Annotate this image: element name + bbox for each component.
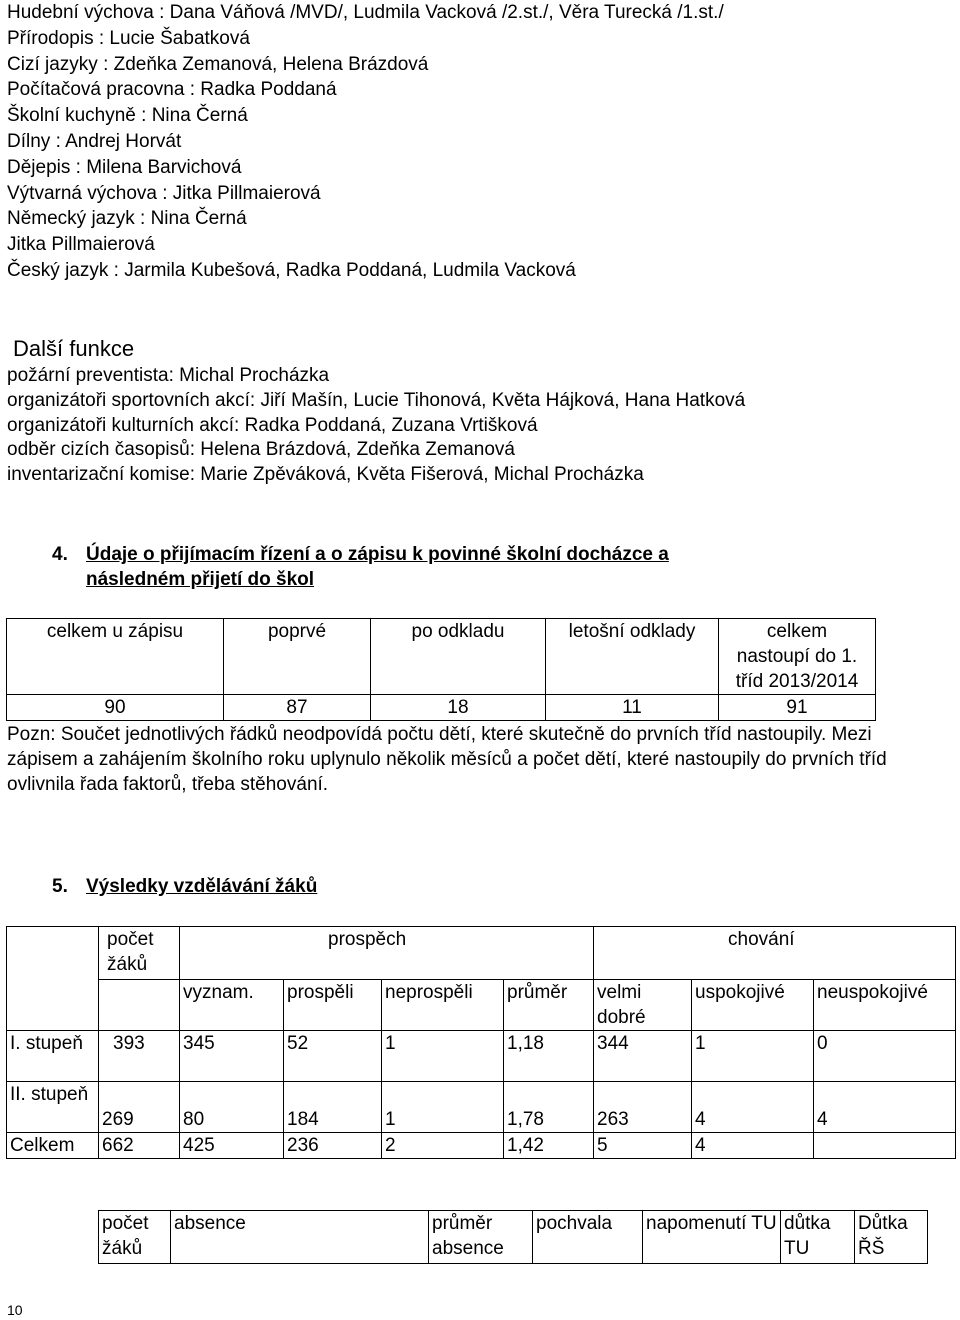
enrollment-table [6, 618, 876, 721]
value-cell: 11 [546, 695, 719, 721]
value-cell: 269 [99, 1082, 180, 1133]
header-cell: počet žáků [99, 1211, 171, 1264]
header-cell: chování [594, 927, 956, 980]
section-5-title [86, 874, 317, 899]
staff-line: Cizí jazyky : Zdeňka Zemanová, Helena Brázdová [7, 53, 429, 75]
section-4-number: 4. [52, 544, 68, 565]
staff-line: Jitka Pillmaierová [7, 234, 155, 256]
header-cell [99, 980, 180, 1031]
function-line: inventarizační komise: Marie Zpěváková, Květa Fišerová, Michal Procházka [7, 464, 644, 486]
row-label: II. stupeň [7, 1082, 99, 1133]
section-4-title-line: následném přijetí do škol [86, 569, 315, 590]
header-cell: prospěch [180, 927, 594, 980]
value-cell: 1 [382, 1031, 504, 1082]
value-cell: 2 [382, 1133, 504, 1159]
header-cell: počet žáků [99, 927, 180, 980]
header-cell: průměr [504, 980, 594, 1031]
function-line: organizátoři sportovních akcí: Jiří Mašín, Lucie Tihonová, Květa Hájková, Hana Hatková [7, 389, 746, 411]
function-line: požární preventista: Michal Procházka [7, 365, 330, 386]
value-cell: 4 [692, 1133, 814, 1159]
header-cell: prospěli [284, 980, 382, 1031]
header-cell: uspokojivé [692, 980, 814, 1031]
value-cell: 1,18 [504, 1031, 594, 1082]
page-number: 10 [7, 1302, 23, 1318]
header-cell: vyznam. [180, 980, 284, 1031]
header-cell: neprospěli [382, 980, 504, 1031]
header-cell: Důtka ŘŠ [855, 1211, 928, 1264]
header-cell: pochvala [533, 1211, 643, 1264]
section-4-title [86, 542, 669, 592]
header-cell: absence [171, 1211, 429, 1264]
function-line: odběr cizích časopisů: Helena Brázdová, Zdeňka Zemanová [7, 439, 515, 461]
value-cell: 263 [594, 1082, 692, 1133]
behaviour-table [98, 1210, 928, 1264]
section-4-title-line: Údaje o přijímacím řízení a o zápisu k povinné školní docházce a [86, 544, 669, 565]
value-cell: 1,78 [504, 1082, 594, 1133]
function-line: organizátoři kulturních akcí: Radka Poddaná, Zuzana Vrtišková [7, 414, 538, 436]
value-cell: 90 [7, 695, 224, 721]
header-cell: celkem u zápisu [7, 619, 224, 695]
table-subheader-row [7, 980, 956, 1031]
staff-line: Školní kuchyně : Nina Černá [7, 105, 248, 127]
staff-list [7, 0, 957, 284]
header-cell: neuspokojivé [814, 980, 956, 1031]
table-header-row [7, 927, 956, 980]
staff-line: Přírodopis : Lucie Šabatková [7, 27, 250, 49]
value-cell: 345 [180, 1031, 284, 1082]
value-cell: 4 [814, 1082, 956, 1133]
staff-line: Výtvarná výchova : Jitka Pillmaierová [7, 182, 321, 204]
header-cell: napomenutí TU [643, 1211, 781, 1264]
table-row [7, 1133, 956, 1159]
value-cell: 393 [99, 1031, 180, 1082]
header-cell: velmi dobré [594, 980, 692, 1031]
row-label: Celkem [7, 1133, 99, 1159]
value-cell: 184 [284, 1082, 382, 1133]
value-cell: 1 [692, 1031, 814, 1082]
value-cell: 18 [371, 695, 546, 721]
header-cell: letošní odklady [546, 619, 719, 695]
value-cell: 91 [719, 695, 876, 721]
header-cell: poprvé [224, 619, 371, 695]
other-functions-heading: Další funkce [13, 336, 135, 361]
value-cell: 236 [284, 1133, 382, 1159]
enrollment-note: Pozn: Součet jednotlivých řádků neodpovídá počtu dětí, které skutečně do prvních tříd nastoupily. Mezi zápisem a zahájením školního roku uplynulo několik měsíců a počet dětí, které nastoupily do prvních tříd ovlivnila řada faktorů, třeba stěhování. [7, 724, 887, 796]
staff-line: Hudební výchova : Dana Váňová /MVD/, Ludmila Vacková /2.st./, Věra Turecká /1.st./ [7, 2, 724, 23]
header-cell: průměr absence [429, 1211, 533, 1264]
header-cell: důtka TU [781, 1211, 855, 1264]
header-cell [7, 927, 99, 1031]
staff-line: Německý jazyk : Nina Černá [7, 208, 247, 230]
staff-line: Počítačová pracovna : Radka Poddaná [7, 79, 337, 101]
staff-line: Český jazyk : Jarmila Kubešová, Radka Poddaná, Ludmila Vacková [7, 259, 576, 281]
section-5-title-text: Výsledky vzdělávání žáků [86, 876, 318, 897]
value-cell: 80 [180, 1082, 284, 1133]
value-cell [814, 1133, 956, 1159]
staff-line: Dějepis : Milena Barvichová [7, 156, 242, 178]
staff-line: Dílny : Andrej Horvát [7, 130, 182, 152]
other-functions-list [7, 364, 745, 488]
header-cell: celkem nastoupí do 1. tříd 2013/2014 [719, 619, 876, 695]
value-cell: 0 [814, 1031, 956, 1082]
row-label: I. stupeň [7, 1031, 99, 1082]
table-row [7, 1031, 956, 1082]
value-cell: 662 [99, 1133, 180, 1159]
value-cell: 52 [284, 1031, 382, 1082]
table-header-row [99, 1211, 928, 1264]
results-table [6, 926, 956, 1159]
header-cell: po odkladu [371, 619, 546, 695]
table-header-row [7, 619, 876, 695]
value-cell: 344 [594, 1031, 692, 1082]
value-cell: 425 [180, 1133, 284, 1159]
value-cell: 5 [594, 1133, 692, 1159]
value-cell: 87 [224, 695, 371, 721]
value-cell: 4 [692, 1082, 814, 1133]
value-cell: 1,42 [504, 1133, 594, 1159]
section-5-number: 5. [52, 876, 68, 897]
value-cell: 1 [382, 1082, 504, 1133]
table-row [7, 1082, 956, 1133]
table-row [7, 695, 876, 721]
